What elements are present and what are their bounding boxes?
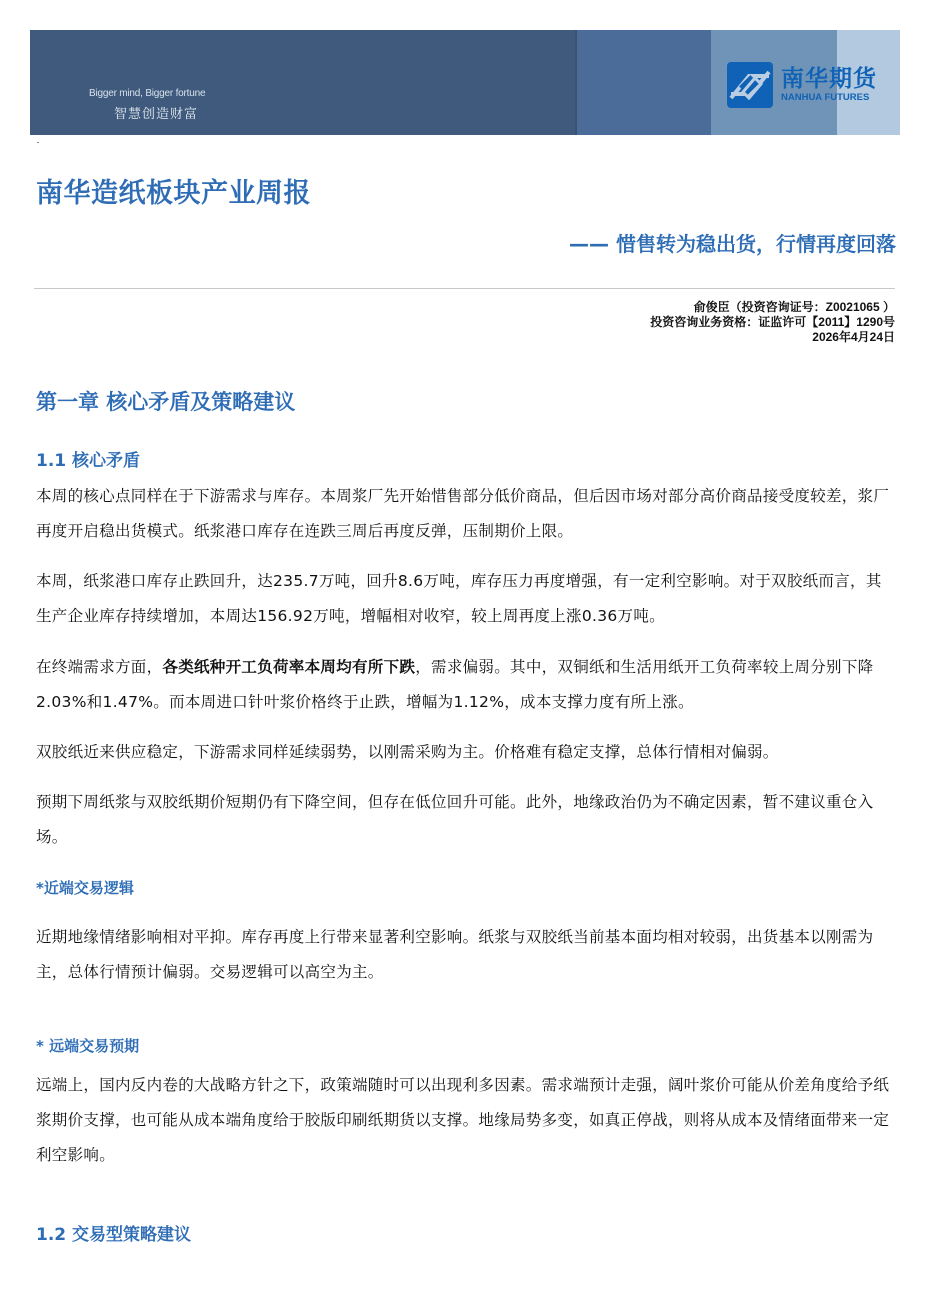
paragraph-core-5: 预期下周纸浆与双胶纸期价短期仍有下降空间，但存在低位回升可能。此外，地缘政治仍为不确定因素，暂不建议重仓入场。 [36, 793, 874, 846]
banner-band-mid [575, 30, 711, 135]
paragraph-core-1: 本周的核心点同样在于下游需求与库存。本周浆厂先开始惜售部分低价商品，但后因市场对部分高价商品接受度较差，浆厂再度开启稳出货模式。纸浆港口库存在连跌三周后再度反弹，压制期价上限。 [36, 487, 890, 540]
near-term-heading: *近端交易逻辑 [36, 879, 134, 897]
report-date: 2026年4月24日 [812, 330, 895, 344]
stray-dot [37, 142, 39, 143]
logo-text-cn: 南华期货 [781, 66, 877, 92]
section-heading-1-2: 1.2 交易型策略建议 [36, 1225, 192, 1245]
chapter-heading: 第一章 核心矛盾及策略建议 [36, 390, 296, 414]
long-term-heading: * 远端交易预期 [36, 1037, 140, 1055]
near-term-text: 近期地缘情绪影响相对平抑。库存再度上行带来显著利空影响。纸浆与双胶纸当前基本面均相对较弱，出货基本以刚需为主，总体行情预计偏弱。交易逻辑可以高空为主。 [36, 928, 874, 981]
title-divider [34, 288, 895, 289]
slogan-chinese: 智慧创造财富 [114, 107, 199, 122]
author-block [650, 300, 895, 345]
p3-bold-highlight: 各类纸种开工负荷率本周均有所下跌 [162, 658, 416, 676]
long-term-text: 远端上，国内反内卷的大战略方针之下，政策端随时可以出现利多因素。需求端预计走强，阔叶浆价可能从价差角度给予纸浆期价支撑，也可能从成本端角度给于胶版印刷纸期货以支撑。地缘局势多变，如真正停战，则将从成本及情绪面带来一定利空影响。 [36, 1076, 890, 1164]
company-logo [727, 62, 877, 108]
report-subtitle: —— 惜售转为稳出货，行情再度回落 [569, 232, 896, 256]
paragraph-core-3 [36, 650, 896, 720]
p3-prefix: 在终端需求方面， [36, 658, 163, 676]
paragraph-core-4: 双胶纸近来供应稳定，下游需求同样延续弱势，以刚需采购为主。价格难有稳定支撑，总体行情相对偏弱。 [36, 743, 779, 761]
license-line: 投资咨询业务资格：证监许可【2011】1290号 [650, 315, 895, 329]
slogan-english: Bigger mind, Bigger fortune [89, 88, 206, 99]
report-title: 南华造纸板块产业周报 [36, 178, 311, 209]
logo-text-en: NANHUA FUTURES [781, 92, 870, 103]
paragraph-core-2: 本周，纸浆港口库存止跌回升，达235.7万吨，回升8.6万吨，库存压力再度增强，有一定利空影响。对于双胶纸而言，其生产企业库存持续增加，本周达156.92万吨，增幅相对收窄，较上周再度上涨0.36万吨。 [36, 572, 882, 625]
p3-suffix: ，需求偏弱。其中，双铜纸和生活用纸开工负荷率较上周分别下降2.03%和1.47%。而本周进口针叶浆价格终于止跌，增幅为1.12%，成本支撑力度有所上涨。 [36, 658, 874, 711]
nanhua-logo-icon [727, 62, 773, 108]
section-heading-1-1: 1.1 核心矛盾 [36, 451, 141, 471]
author-line: 俞俊臣（投资咨询证号：Z0021065 ） [693, 300, 895, 314]
